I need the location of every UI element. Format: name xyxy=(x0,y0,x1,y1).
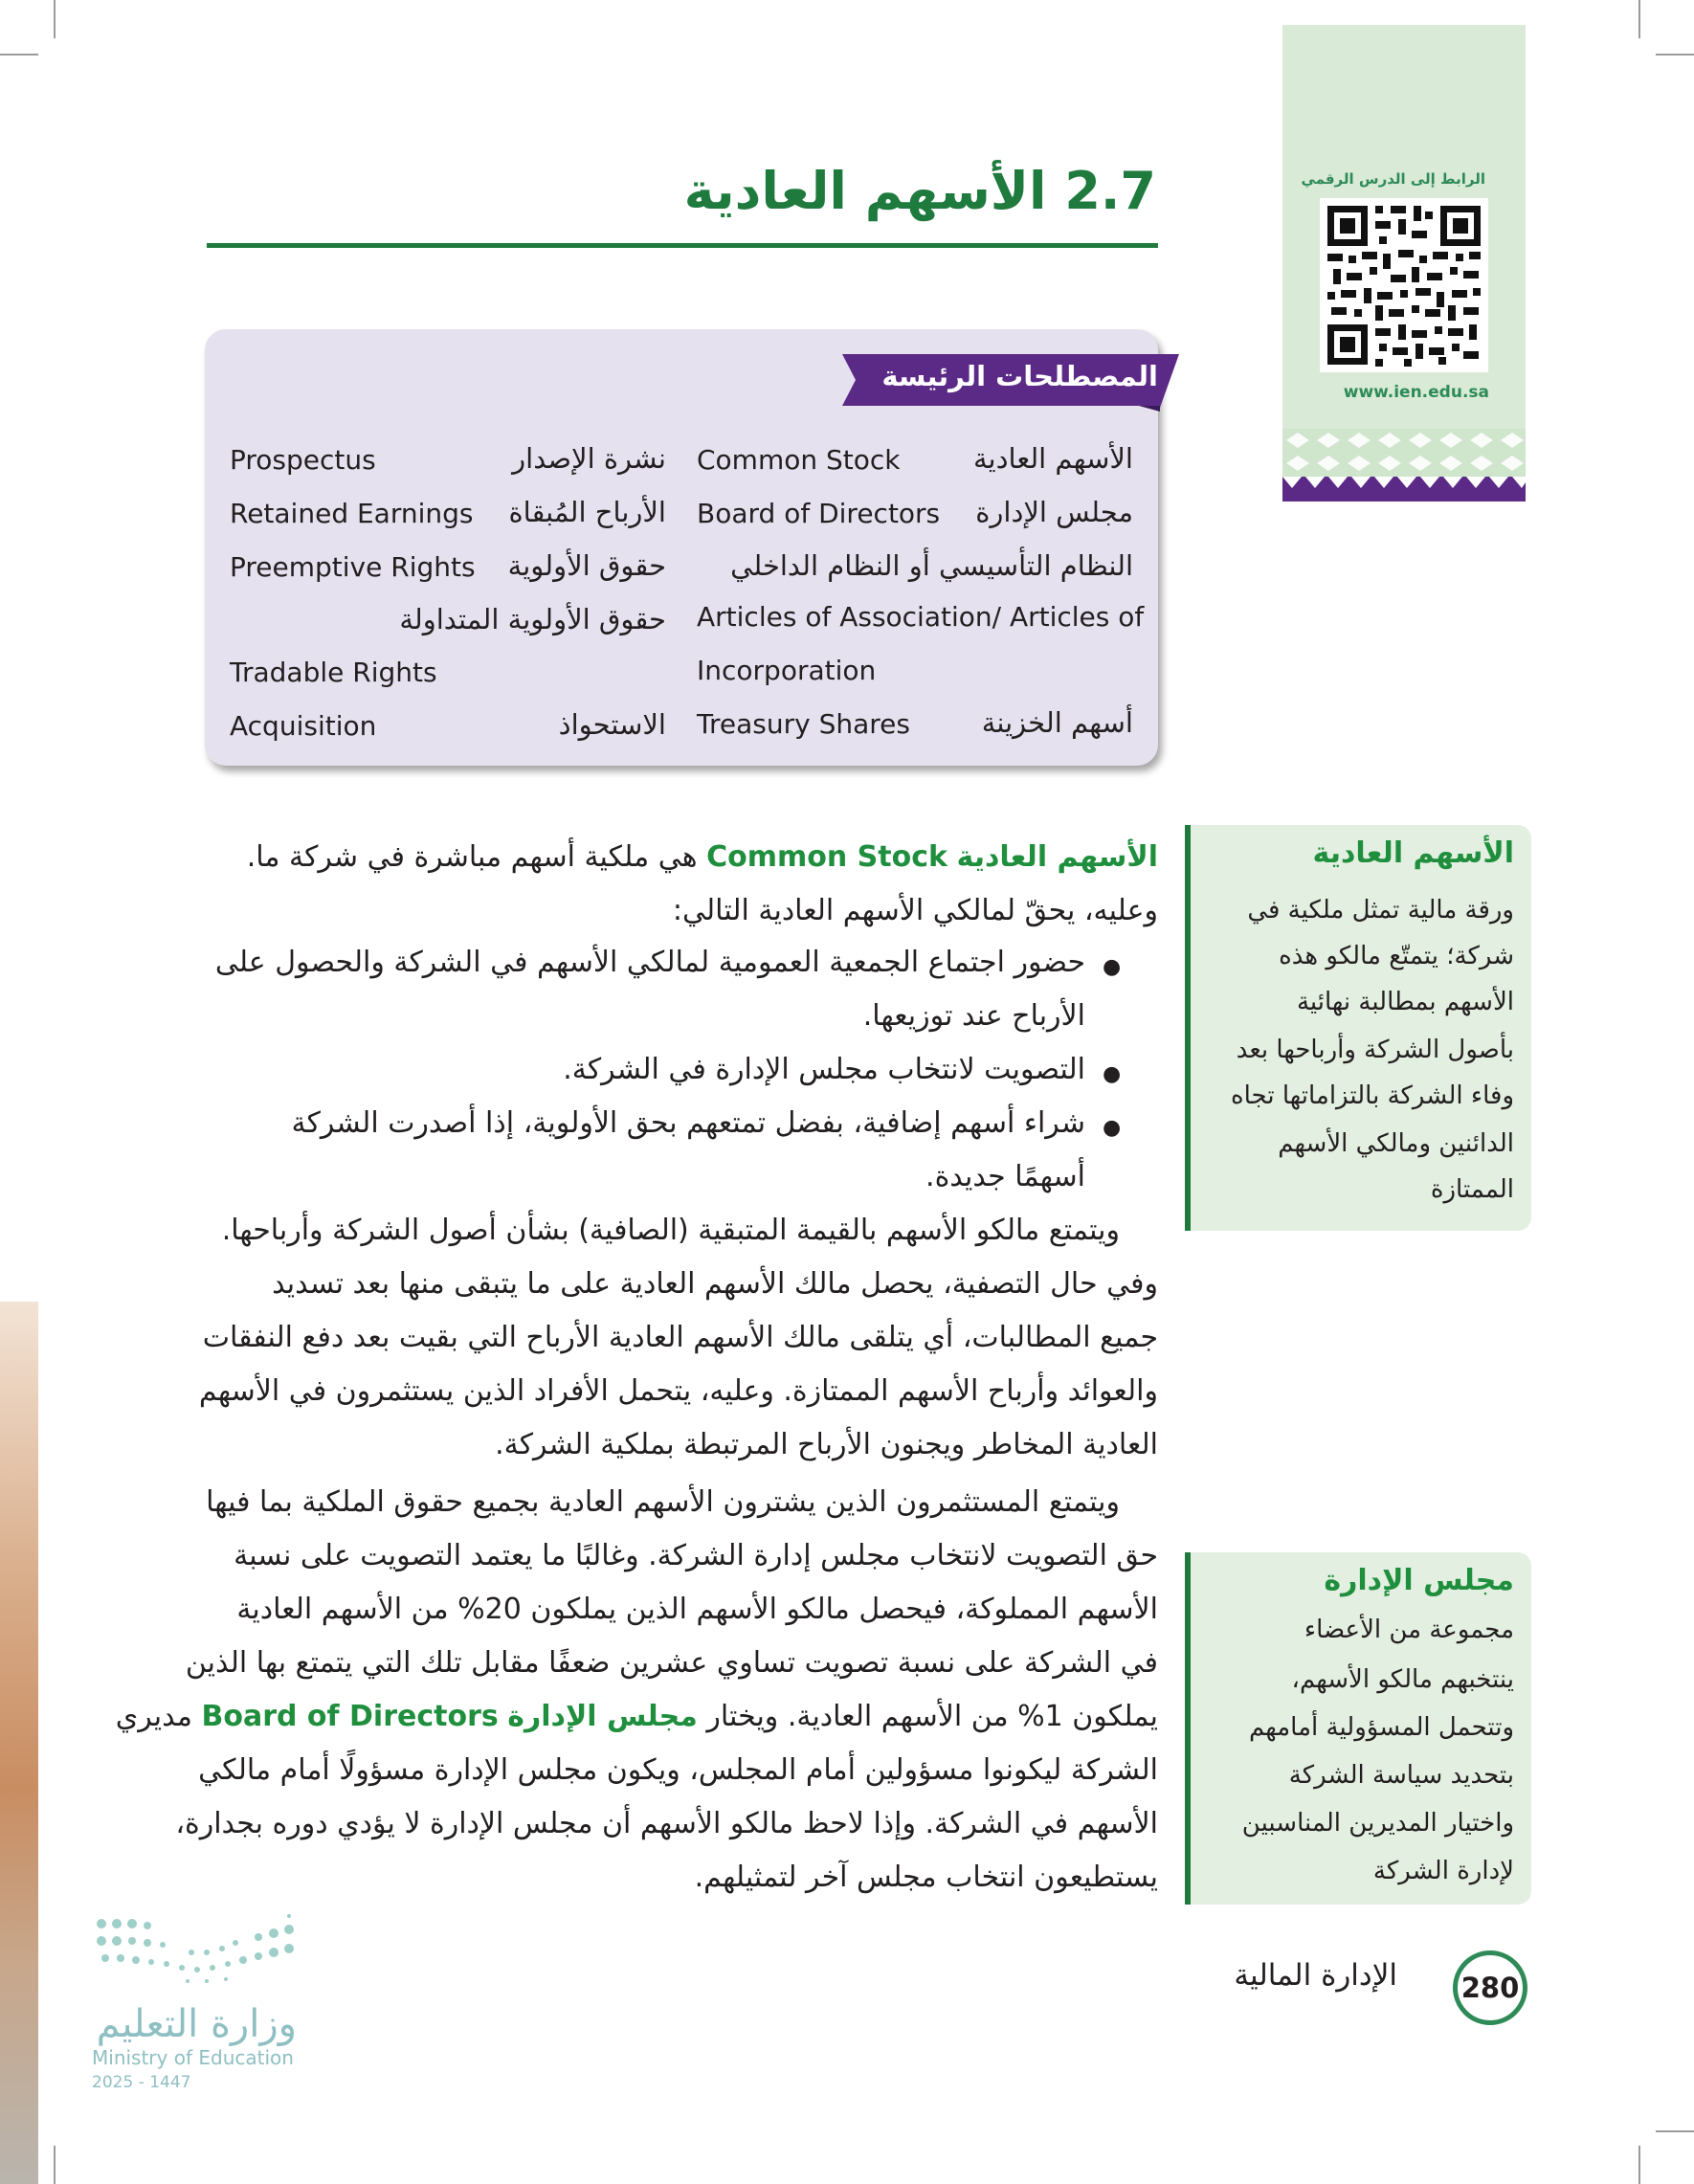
sidebar-line: بأصول الشركة وأرباحها بعد xyxy=(1236,1036,1514,1064)
crop-mark xyxy=(1656,2130,1694,2132)
footer-section-title: الإدارة المالية xyxy=(1234,1958,1397,1993)
term-highlight-en: Common Stock xyxy=(706,840,947,874)
ministry-name-ar: وزارة التعليم xyxy=(96,2002,297,2046)
body-line: ويتمتع المستثمرون الذين يشترون الأسهم العادية بجميع حقوق الملكية بما فيها xyxy=(206,1485,1120,1519)
body-line: الأسهم في الشركة. وإذا لاحظ مالكو الأسهم أن مجلس الإدارة لا يؤدي دوره بجدارة، xyxy=(175,1807,1158,1840)
body-line: حق التصويت لانتخاب مجلس إدارة الشركة. وغالبًا ما يعتمد التصويت على نسبة xyxy=(234,1539,1158,1572)
crop-mark xyxy=(1638,0,1640,38)
body-text: يملكون 1% من الأسهم العادية. ويختار xyxy=(706,1700,1158,1733)
decorative-wood-strip xyxy=(0,1302,38,2184)
sidebar-line: الدائنين ومالكي الأسهم xyxy=(1278,1129,1514,1158)
term-ar: الأسهم العادية xyxy=(972,442,1133,475)
bullet-text: حضور اجتماع الجمعية العمومية لمالكي الأسهم في الشركة والحصول على xyxy=(214,946,1085,979)
body-line: الأسهم المملوكة، فيحصل مالكو الأسهم الذين يملكون 20% من الأسهم العادية xyxy=(236,1593,1158,1626)
sidebar-line: الممتازة xyxy=(1430,1175,1514,1204)
term-en: Articles of Association/ Articles of xyxy=(697,601,1145,633)
decorative-pattern xyxy=(1282,429,1526,501)
sidebar-title: مجلس الإدارة xyxy=(1324,1564,1514,1597)
sidebar-line: ورقة مالية تمثل ملكية في xyxy=(1247,896,1514,925)
sidebar-line: واختيار المديرين المناسبين xyxy=(1241,1809,1514,1838)
digital-lesson-url[interactable]: www.ien.edu.sa xyxy=(1343,383,1489,402)
sidebar-title: الأسهم العادية xyxy=(1312,836,1514,870)
body-line xyxy=(205,840,1158,874)
body-text: هي ملكية أسهم مباشرة في شركة ما. xyxy=(246,840,698,874)
qr-code-icon xyxy=(1320,198,1488,372)
term-ar: نشرة الإصدار xyxy=(512,442,666,475)
bullet-text: أسهمًا جديدة. xyxy=(925,1160,1085,1193)
body-line: وعليه، يحقّ لمالكي الأسهم العادية التالي: xyxy=(672,894,1158,927)
bullet-text: التصويت لانتخاب مجلس الإدارة في الشركة. xyxy=(563,1053,1085,1086)
body-line: والعوائد وأرباح الأسهم الممتازة. وعليه، يتحمل الأفراد الذين يستثمرون في الأسهم xyxy=(198,1374,1158,1408)
body-line: جميع المطالبات، أي يتلقى مالك الأسهم العادية الأرباح التي بقيت بعد دفع النفقات xyxy=(202,1321,1158,1354)
bullet-icon: ● xyxy=(1103,955,1122,979)
sidebar-line: ينتخبهم مالكو الأسهم، xyxy=(1291,1665,1514,1694)
digital-lesson-caption: الرابط إلى الدرس الرقمي xyxy=(1301,170,1485,188)
sidebar-line: لإدارة الشركة xyxy=(1372,1857,1514,1885)
term-highlight: مجلس الإدارة xyxy=(507,1700,698,1733)
body-line: ويتمتع مالكو الأسهم بالقيمة المتبقية (الصافية) بشأن أصول الشركة وأرباحها. xyxy=(221,1214,1120,1247)
lesson-title: 2.7 الأسهم العادية xyxy=(683,161,1156,221)
sidebar-line: وفاء الشركة بالتزاماتها تجاه xyxy=(1231,1081,1514,1110)
bullet-icon: ● xyxy=(1103,1062,1122,1086)
key-terms-label: المصطلحات الرئيسة xyxy=(881,360,1158,392)
bullet-icon: ● xyxy=(1103,1116,1122,1140)
bullet-text: الأرباح عند توزيعها. xyxy=(862,999,1085,1033)
sidebar-line: شركة؛ يتمتّع مالكو هذه xyxy=(1279,942,1514,970)
term-ar: النظام التأسيسي أو النظام الداخلي xyxy=(730,549,1133,582)
term-en: Incorporation xyxy=(697,655,877,686)
page-number: 280 xyxy=(1453,1950,1527,2025)
body-line xyxy=(115,1700,1158,1733)
body-text: مديري xyxy=(115,1700,192,1733)
term-ar: أسهم الخزينة xyxy=(981,706,1133,739)
body-line: وفي حال التصفية، يحصل مالك الأسهم العادية على ما يتبقى منها بعد تسديد xyxy=(272,1267,1158,1301)
crop-mark xyxy=(54,2146,56,2184)
sidebar-line: الأسهم بمطالبة نهائية xyxy=(1296,988,1514,1016)
crop-mark xyxy=(1656,54,1694,56)
term-en: Board of Directors xyxy=(697,498,941,529)
ministry-year: 2025 - 1447 xyxy=(92,2073,191,2092)
body-line: العادية المخاطر ويجنون الأرباح المرتبطة بملكية الشركة. xyxy=(495,1428,1158,1461)
body-line: الشركة ليكونوا مسؤولين أمام المجلس، ويكون مجلس الإدارة مسؤولًا أمام مالكي xyxy=(198,1753,1158,1787)
sidebar-line: بتحديد سياسة الشركة xyxy=(1288,1761,1514,1790)
term-ar: الأرباح المُبقاة xyxy=(508,496,666,528)
term-en: Common Stock xyxy=(697,444,901,476)
body-line: في الشركة على نسبة تصويت تساوي عشرين ضعفًا مقابل تلك التي يتمتع بها الذين xyxy=(185,1646,1158,1680)
term-en: Retained Earnings xyxy=(230,498,474,529)
qr-code[interactable] xyxy=(1320,198,1488,372)
term-ar: الاستحواذ xyxy=(558,708,666,741)
term-ar: حقوق الأولوية المتداولة xyxy=(399,603,666,635)
term-highlight-en: Board of Directors xyxy=(201,1700,499,1733)
term-en: Preemptive Rights xyxy=(230,551,476,583)
term-en: Tradable Rights xyxy=(230,657,437,688)
title-underline xyxy=(207,243,1158,248)
crop-mark xyxy=(0,54,38,56)
bullet-text: شراء أسهم إضافية، بفضل تمتعهم بحق الأولوية، إذا أصدرت الشركة xyxy=(291,1106,1085,1140)
body-line: يستطيعون انتخاب مجلس آخر لتمثيلهم. xyxy=(694,1861,1158,1894)
term-en: Prospectus xyxy=(230,444,376,476)
sidebar-common-stock xyxy=(1185,825,1531,1231)
term-en: Treasury Shares xyxy=(697,708,910,740)
sidebar-line: مجموعة من الأعضاء xyxy=(1304,1616,1514,1644)
ministry-name-en: Ministry of Education xyxy=(92,2046,294,2069)
ministry-logo-icon xyxy=(92,1914,312,1987)
term-highlight: الأسهم العادية xyxy=(956,840,1158,874)
crop-mark xyxy=(1638,2146,1640,2184)
sidebar-line: وتتحمل المسؤولية أمامهم xyxy=(1248,1713,1514,1742)
term-en: Acquisition xyxy=(230,710,377,742)
crop-mark xyxy=(54,0,56,38)
term-ar: مجلس الإدارة xyxy=(975,496,1133,528)
term-ar: حقوق الأولوية xyxy=(507,549,666,582)
